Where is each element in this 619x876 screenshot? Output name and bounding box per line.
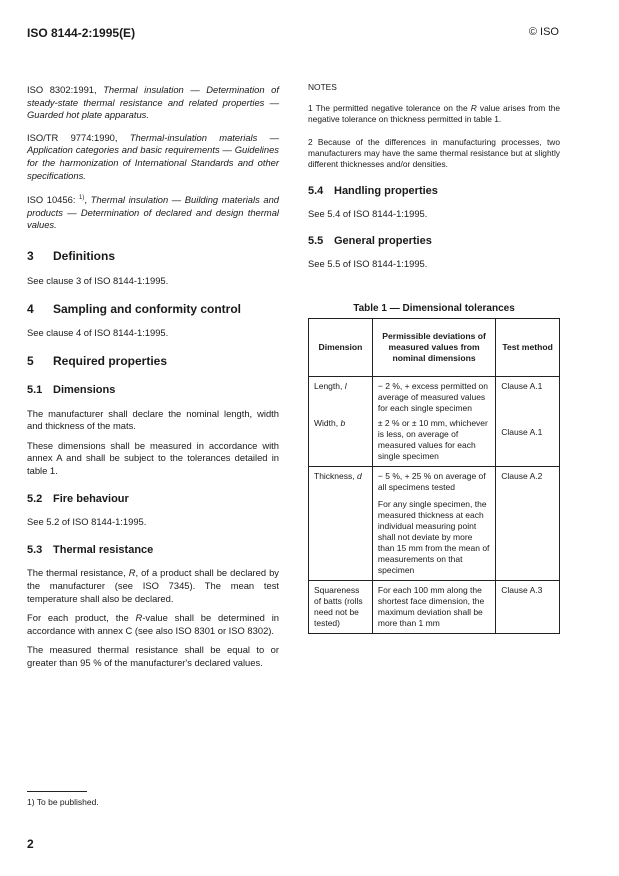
footnote: 1) To be published. bbox=[27, 797, 99, 807]
dimension-thickness: Thickness, d bbox=[309, 467, 373, 581]
section-5-4-text: See 5.4 of ISO 8144-1:1995. bbox=[308, 207, 428, 219]
reference-iso-10456: ISO 10456: $^{1)}$, Thermal insulation — Building materials and products — Determination of declared and design thermal values. bbox=[27, 194, 280, 231]
notes-title: NOTES bbox=[308, 82, 337, 92]
reference-iso-tr-9774: ISO/TR 9774:1990, Thermal-insulation materials — Application categories and basic requirements — Guidelines for the harmonization of International Standards and other specifications. bbox=[27, 131, 279, 181]
table-row-squareness bbox=[309, 581, 560, 634]
method-length: Clause A.1 bbox=[501, 381, 543, 391]
left-column bbox=[27, 84, 279, 670]
dimension-squareness: Squareness of batts (rolls need not be tested) bbox=[309, 581, 373, 634]
dimension-length: Length, l bbox=[314, 381, 347, 391]
method-squareness: Clause A.3 bbox=[496, 581, 560, 634]
table-header-row bbox=[309, 319, 560, 377]
section-5-2-heading: 5.2 Fire behaviour bbox=[27, 492, 129, 505]
section-5-5-heading: 5.5 General properties bbox=[308, 235, 432, 248]
section-3-text: See clause 3 of ISO 8144-1:1995. bbox=[27, 274, 169, 286]
section-5-4-heading: 5.4 Handling properties bbox=[308, 185, 438, 197]
section-5-1-heading: 5.1 Dimensions bbox=[27, 384, 116, 397]
deviation-thickness-single: For any single specimen, the measured thickness at each individual measuring point shall not deviate by more than 15 mm from the mean of measurements on that specimen bbox=[377, 499, 490, 575]
section-4-text: See clause 4 of ISO 8144-1:1995. bbox=[27, 326, 169, 338]
method-width: Clause A.1 bbox=[501, 427, 543, 437]
deviation-thickness bbox=[372, 467, 495, 581]
section-4-heading: 4 Sampling and conformity control bbox=[27, 302, 242, 317]
deviation-width: ± 2 % or ± 10 mm, whichever is less, on average of measured values for each single specimen bbox=[377, 418, 488, 461]
section-5-3-para-1: The thermal resistance, R, of a product shall be declared by the manufacturer (see ISO 7345). The mean test temperature shall also be declared. bbox=[27, 567, 279, 604]
table-row-thickness bbox=[309, 467, 560, 581]
deviation-squareness: For each 100 mm along the shortest face dimension, the maximum deviation shall be more than 1 mm bbox=[372, 581, 495, 634]
table-row-length-width bbox=[309, 377, 560, 467]
note-1: 1 The permitted negative tolerance on the R value arises from the negative tolerance on thickness permitted in table 1. bbox=[308, 103, 561, 124]
section-5-heading: 5 Required properties bbox=[27, 354, 168, 369]
document-id: ISO 8144-2:1995(E) bbox=[27, 26, 136, 40]
right-column bbox=[308, 82, 560, 270]
dimension-cell bbox=[309, 377, 373, 467]
deviation-length: − 2 %, + excess permitted on average of measured values for each single specimen bbox=[377, 381, 488, 413]
header-test-method: Test method bbox=[496, 319, 560, 377]
header-deviations: Permissible deviations of measured values from nominal dimensions bbox=[372, 319, 495, 377]
section-5-1-para-2: These dimensions shall be measured in accordance with annex A and shall be subject to the tolerances detailed in table 1. bbox=[27, 439, 279, 476]
reference-iso-8302: ISO 8302:1991, Thermal insulation — Determination of steady-state thermal resistance and related properties — Guarded hot plate apparatus. bbox=[27, 84, 279, 121]
dimension-width: Width, b bbox=[314, 418, 346, 428]
deviation-thickness-average: − 5 %, + 25 % on average of all specimens tested bbox=[377, 471, 486, 492]
note-2: 2 Because of the differences in manufacturing processes, two manufacturers may have the same thermal resistance but at slightly different thicknesses and/or densities. bbox=[308, 137, 560, 169]
section-5-1-para-1: The manufacturer shall declare the nominal length, width and thickness of the mats. bbox=[27, 407, 279, 432]
section-5-2-text: See 5.2 of ISO 8144-1:1995. bbox=[27, 516, 147, 528]
section-5-3-para-2: For each product, the R-value shall be determined in accordance with annex C (see also ISO 8301 or ISO 8302). bbox=[27, 612, 279, 636]
section-3-heading: 3 Definitions bbox=[27, 249, 115, 264]
dimensional-tolerances-table bbox=[308, 318, 560, 634]
footnote-rule bbox=[27, 791, 87, 792]
method-thickness: Clause A.2 bbox=[496, 467, 560, 581]
method-cell bbox=[496, 377, 560, 467]
section-5-3-para-3: The measured thermal resistance shall be equal to or greater than 95 % of the manufacturer's declared values. bbox=[27, 644, 279, 668]
section-5-3-heading: 5.3 Thermal resistance bbox=[27, 543, 154, 556]
section-5-5-text: See 5.5 of ISO 8144-1:1995. bbox=[308, 257, 428, 269]
copyright-mark: © ISO bbox=[528, 26, 559, 38]
table-caption: Table 1 — Dimensional tolerances bbox=[353, 303, 515, 314]
header-dimension: Dimension bbox=[309, 319, 373, 377]
deviation-cell bbox=[372, 377, 495, 467]
page-number: 2 bbox=[27, 837, 34, 851]
